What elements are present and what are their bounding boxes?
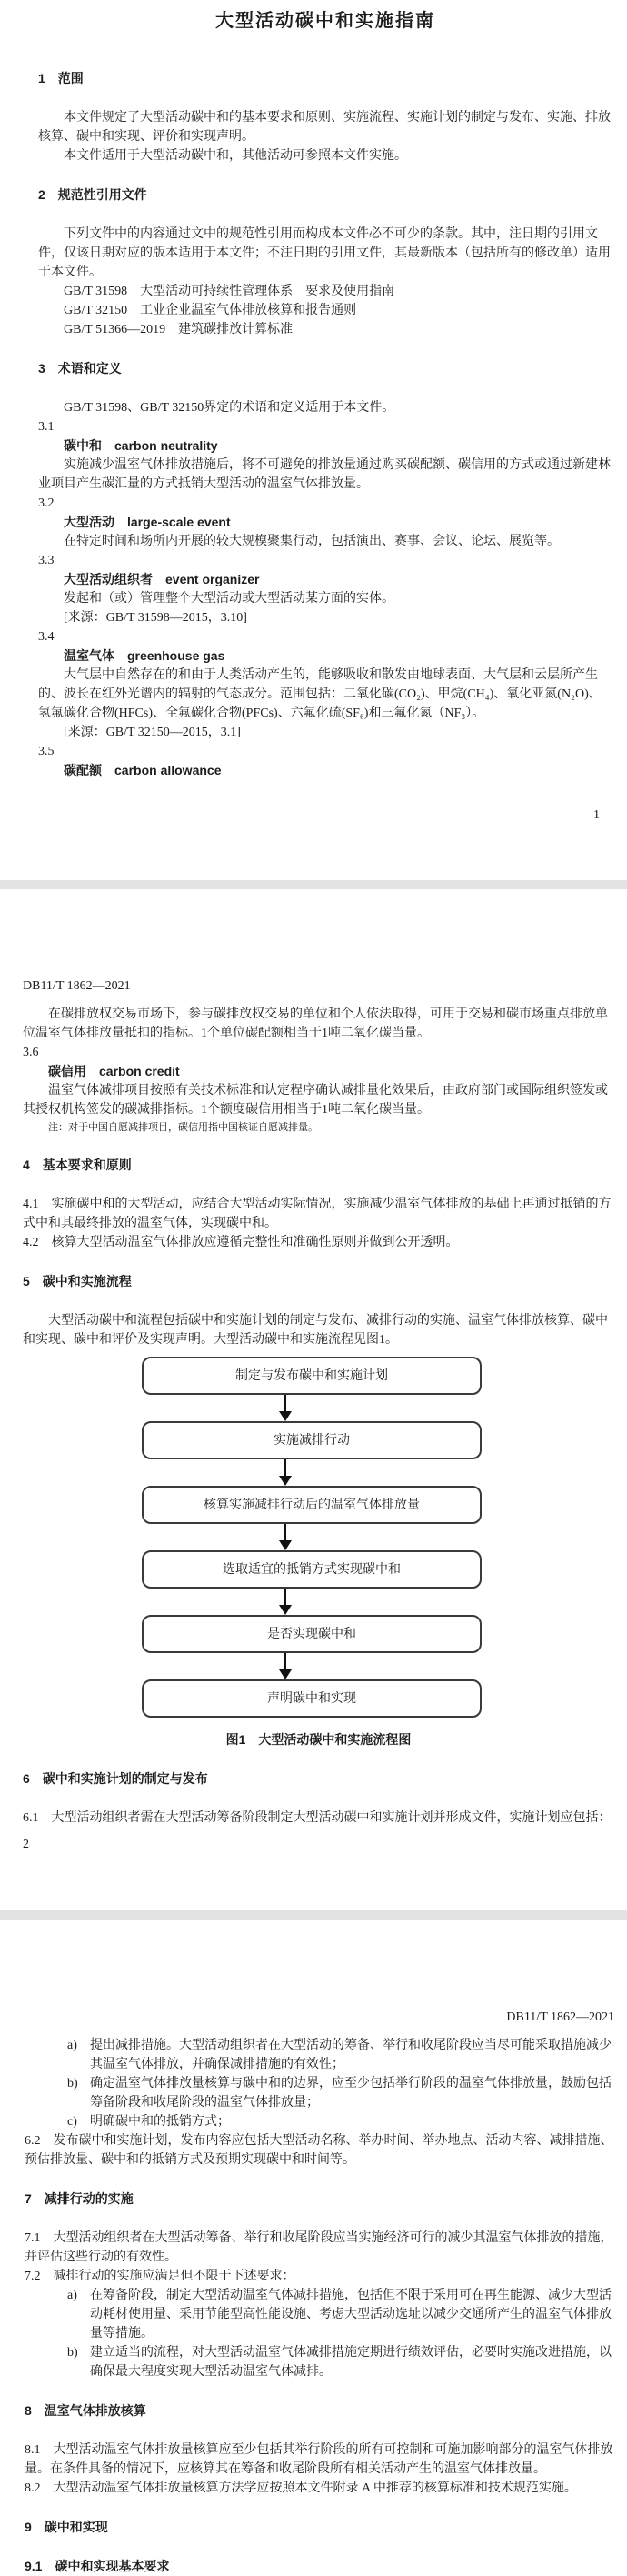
document-title: 大型活动碳中和实施指南 xyxy=(215,11,435,31)
normative-reference: GB/T 51366—2019 建筑碳排放计算标准 xyxy=(64,323,294,336)
term-source: [来源：GB/T 31598—2015，3.10] xyxy=(64,611,247,625)
clause-8-2: 8.2 大型活动温室气体排放量核算方法学应按照本文件附录 A 中推荐的核算标准和技术规范实施。 xyxy=(25,2481,577,2495)
section-2-paragraph: 下列文件中的内容通过文中的规范性引用而构成本文件必不可少的条款。其中，注日期的引用文件，仅该日期对应的版本适用于本文件；不注日期的引用文件，其最新版本（包括所有的修改单）适用于本文件。 xyxy=(38,227,611,279)
term-title: 大型活动 large-scale event xyxy=(64,515,231,529)
list-item xyxy=(25,2036,614,2074)
list-item-text: 在筹备阶段，制定大型活动温室气体减排措施，包括但不限于采用可在再生能源、减少大型活动耗材使用量、采用节能型高性能设施、考虑大型活动选址以减少交通所产生的温室气体排放量等措施。 xyxy=(90,2289,612,2340)
clause-6-2: 6.2 发布碳中和实施计划，发布内容应包括大型活动名称、举办时间、举办地点、活动内容、减排措施、预估排放量、碳中和的抵销方式及预期实现碳中和时间等。 xyxy=(25,2134,613,2167)
section-1-heading: 1 范围 xyxy=(38,71,84,85)
normative-reference: GB/T 32150 工业企业温室气体排放核算和报告通则 xyxy=(64,304,357,317)
term-title: 大型活动组织者 event organizer xyxy=(64,572,260,586)
page-number: 2 xyxy=(23,1838,29,1851)
document-page-3 xyxy=(0,1920,627,2573)
section-4-heading: 4 基本要求和原则 xyxy=(23,1158,132,1172)
clause-4-2: 4.2 核算大型活动温室气体排放应遵循完整性和准确性原则并做到公开透明。 xyxy=(23,1236,459,1249)
term-definition: 温室气体减排项目按照有关技术标准和认定程序确认减排量化效果后，由政府部门或国际组织签发或其授权机构签发的碳减排指标。1个额度碳信用相当于1吨二氧化碳当量。 xyxy=(23,1084,608,1117)
document-page-2 xyxy=(0,889,627,1910)
clause-8-1: 8.1 大型活动温室气体排放量核算应至少包括其举行阶段的所有可控制和可施加影响部分的温室气体排放量。在条件具备的情况下，应核算其在筹备和收尾阶段所有相关活动产生的温室气体排放量。 xyxy=(25,2443,613,2476)
clause-4-1: 4.1 实施碳中和的大型活动，应结合大型活动实际情况，实施减少温室气体排放的基础上再通过抵销的方式中和其最终排放的温室气体，实现碳中和。 xyxy=(23,1198,612,1230)
section-1-paragraph: 本文件适用于大型活动碳中和，其他活动可参照本文件实施。 xyxy=(64,149,407,163)
term-number: 3.2 xyxy=(38,496,55,510)
normative-reference: GB/T 31598 大型活动可持续性管理体系 要求及使用指南 xyxy=(64,285,395,298)
section-3-heading: 3 术语和定义 xyxy=(38,361,122,376)
list-item-text: 确定温室气体排放量核算与碳中和的边界，应至少包括举行阶段的温室气体排放量，鼓励包括筹备阶段和收尾阶段的温室气体排放量； xyxy=(90,2077,612,2110)
page-separator xyxy=(0,880,627,889)
clause-7-1: 7.1 大型活动组织者在大型活动筹备、举行和收尾阶段应当实施经济可行的减少其温室气体排放的措施，并评估这些行动的有效性。 xyxy=(25,2231,613,2264)
list-marker: c) xyxy=(67,2115,77,2129)
flowchart-step-5: 是否实现碳中和 xyxy=(142,1615,482,1653)
section-7-heading: 7 减排行动的实施 xyxy=(25,2191,134,2206)
section-1-paragraph: 本文件规定了大型活动碳中和的基本要求和原则、实施流程、实施计划的制定与发布、实施、排放核算、碳中和实现、评价和实现声明。 xyxy=(38,111,611,144)
carbon-neutrality-flowchart xyxy=(142,1357,482,1718)
list-item-text: 明确碳中和的抵销方式； xyxy=(90,2115,230,2129)
section-8-heading: 8 温室气体排放核算 xyxy=(25,2403,146,2418)
list-item xyxy=(25,2112,614,2131)
flowchart-step-6: 声明碳中和实现 xyxy=(142,1679,482,1718)
list-marker: a) xyxy=(67,2039,77,2052)
term-definition: 在碳排放权交易市场下，参与碳排放权交易的单位和个人依法取得，可用于交易和碳市场重点排放单位温室气体排放量抵扣的指标。1个单位碳配额相当于1吨二氧化碳当量。 xyxy=(23,1007,608,1040)
list-item xyxy=(25,2343,614,2381)
clause-9-1-heading: 9.1 碳中和实现基本要求 xyxy=(25,2559,170,2573)
list-item xyxy=(25,2286,614,2343)
flowchart-step-1: 制定与发布碳中和实施计划 xyxy=(142,1357,482,1395)
document-page-1 xyxy=(0,0,627,880)
term-number: 3.5 xyxy=(38,745,55,758)
term-definition: 大气层中自然存在的和由于人类活动产生的，能够吸收和散发由地球表面、大气层和云层所产生的、波长在红外光谱内的辐射的气态成分。范围包括：二氧化碳(CO₂)、甲烷(CH₄)、氧化亚氮(N₂O)、氢氟碳化合物(HFCs)、全氟碳化合物(PFCs)、六氟化硫(SF₆)和三氟化氮（NF₃）。 xyxy=(38,668,602,720)
term-number: 3.4 xyxy=(38,630,55,644)
term-definition: 在特定时间和场所内开展的较大规模聚集行动，包括演出、赛事、会议、论坛、展览等。 xyxy=(64,535,560,548)
term-title: 温室气体 greenhouse gas xyxy=(64,648,225,663)
term-title: 碳中和 carbon neutrality xyxy=(64,438,218,453)
page-number: 1 xyxy=(593,808,600,822)
down-arrow-icon xyxy=(279,1589,292,1615)
list-marker: b) xyxy=(67,2346,78,2360)
term-number: 3.3 xyxy=(38,554,55,567)
section-5-heading: 5 碳中和实施流程 xyxy=(23,1274,132,1288)
term-definition: 实施减少温室气体排放措施后，将不可避免的排放量通过购买碳配额、碳信用的方式或通过新建林业项目产生碳汇量的方式抵销大型活动的温室气体排放量。 xyxy=(38,458,611,491)
down-arrow-icon xyxy=(279,1524,292,1550)
list-marker: a) xyxy=(67,2289,77,2302)
clause-7-2: 7.2 减排行动的实施应满足但不限于下述要求： xyxy=(25,2270,295,2283)
term-title: 碳信用 carbon credit xyxy=(48,1064,180,1078)
term-source: [来源：GB/T 32150—2015，3.1] xyxy=(64,726,241,739)
section-3-paragraph: GB/T 31598、GB/T 32150界定的术语和定义适用于本文件。 xyxy=(64,401,395,415)
term-definition: 发起和（或）管理整个大型活动或大型活动某方面的实体。 xyxy=(64,592,394,606)
flowchart-step-2: 实施减排行动 xyxy=(142,1421,482,1459)
page-header-standard-code: DB11/T 1862—2021 xyxy=(506,2010,614,2024)
list-marker: b) xyxy=(67,2077,78,2090)
list-item xyxy=(25,2074,614,2112)
down-arrow-icon xyxy=(279,1653,292,1679)
list-item-text: 建立适当的流程，对大型活动温室气体减排措施定期进行绩效评估，必要时实施改进措施，以确保最大程度实现大型活动温室气体减排。 xyxy=(90,2346,612,2379)
section-2-heading: 2 规范性引用文件 xyxy=(38,187,147,202)
term-number: 3.1 xyxy=(38,420,55,434)
down-arrow-icon xyxy=(279,1395,292,1421)
section-5-paragraph: 大型活动碳中和流程包括碳中和实施计划的制定与发布、减排行动的实施、温室气体排放核算、碳中和实现、碳中和评价及实现声明。大型活动碳中和实施流程见图1。 xyxy=(23,1314,608,1347)
down-arrow-icon xyxy=(279,1459,292,1486)
figure-1-caption: 图1 大型活动碳中和实施流程图 xyxy=(225,1732,412,1747)
clause-6-1: 6.1 大型活动组织者需在大型活动筹备阶段制定大型活动碳中和实施计划并形成文件，实施计划应包括： xyxy=(23,1811,612,1825)
page-separator xyxy=(0,1910,627,1920)
page-header-standard-code: DB11/T 1862—2021 xyxy=(23,979,131,993)
list-item-text: 提出减排措施。大型活动组织者在大型活动的筹备、举行和收尾阶段应当尽可能采取措施减少其温室气体排放，并确保减排措施的有效性； xyxy=(90,2039,612,2071)
term-number: 3.6 xyxy=(23,1046,39,1059)
flowchart-step-3: 核算实施减排行动后的温室气体排放量 xyxy=(142,1486,482,1524)
flowchart-step-4: 选取适宜的抵销方式实现碳中和 xyxy=(142,1550,482,1589)
section-9-heading: 9 碳中和实现 xyxy=(25,2520,108,2534)
section-6-heading: 6 碳中和实施计划的制定与发布 xyxy=(23,1771,208,1786)
term-title: 碳配额 carbon allowance xyxy=(64,763,222,777)
term-note: 注：对于中国自愿减排项目，碳信用指中国核证自愿减排量。 xyxy=(48,1122,318,1133)
